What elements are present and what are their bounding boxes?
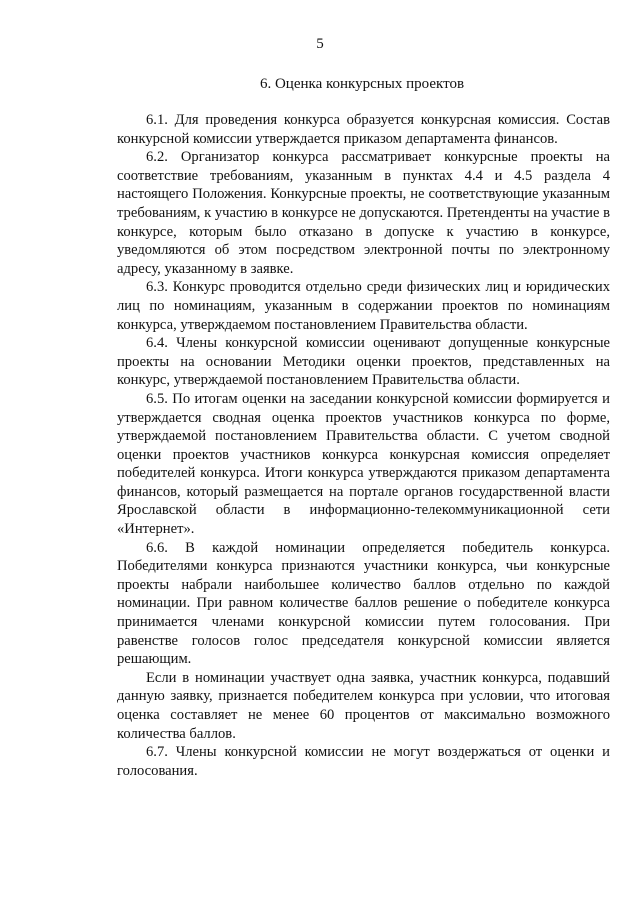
- paragraph-6-5: 6.5. По итогам оценки на заседании конкурсной комиссии формируется и утверждается сводная оценка проектов участников конкурса по форме, утверждаемой постановлением Правительства области. С учетом сводной оценки проектов участников конкурса конкурсная комиссия определяет победителей конкурса. Итоги конкурса утверждаются приказом департамента финансов, который размещается на портале органов государственной власти Ярославской области в информационно-телекоммуникационной сети «Интернет».: [117, 390, 610, 538]
- page-number: 5: [316, 36, 324, 52]
- paragraph-6-6-continued: Если в номинации участвует одна заявка, участник конкурса, подавший данную заявку, признается победителем конкурса при условии, что итоговая оценка составляет не менее 60 процентов от максимально возможного количества баллов.: [117, 669, 610, 742]
- paragraph-6-3: 6.3. Конкурс проводится отдельно среди физических лиц и юридических лиц по номинациям, указанным в содержании проектов по номинациям конкурса, утверждаемом постановлением Правительства области.: [117, 279, 610, 333]
- paragraph-6-2: 6.2. Организатор конкурса рассматривает конкурсные проекты на соответствие требованиям, указанным в пунктах 4.4 и 4.5 раздела 4 настоящего Положения. Конкурсные проекты, не соответствующие указанным требованиям, к участию в конкурсе не допускаются. Претенденты на участие в конкурсе, которым было отказано в допуске к участию в конкурсе, уведомляются об этом посредством электронной почты по электронному адресу, указанному в заявке.: [117, 149, 611, 277]
- document-body: [117, 111, 610, 780]
- paragraph-6-7: 6.7. Члены конкурсной комиссии не могут воздержаться от оценки и голосования.: [117, 744, 610, 779]
- paragraph-6-6: 6.6. В каждой номинации определяется победитель конкурса. Победителями конкурса признаются участники конкурса, чьи конкурсные проекты набрали наибольшее количество баллов отдельно по каждой номинации. При равном количестве баллов решение о победителе конкурса принимается членами конкурсной комиссии путем голосования. При равенстве голосов голос председателя конкурсной комиссии является решающим.: [117, 539, 610, 668]
- section-title: 6. Оценка конкурсных проектов: [259, 76, 465, 92]
- paragraph-6-4: 6.4. Члены конкурсной комиссии оценивают допущенные конкурсные проекты на основании Методики оценки проектов, представленных на конкурс, утверждаемой постановлением Правительства области.: [117, 335, 610, 389]
- paragraph-6-1: 6.1. Для проведения конкурса образуется конкурсная комиссия. Состав конкурсной комиссии утверждается приказом департамента финансов.: [117, 112, 610, 147]
